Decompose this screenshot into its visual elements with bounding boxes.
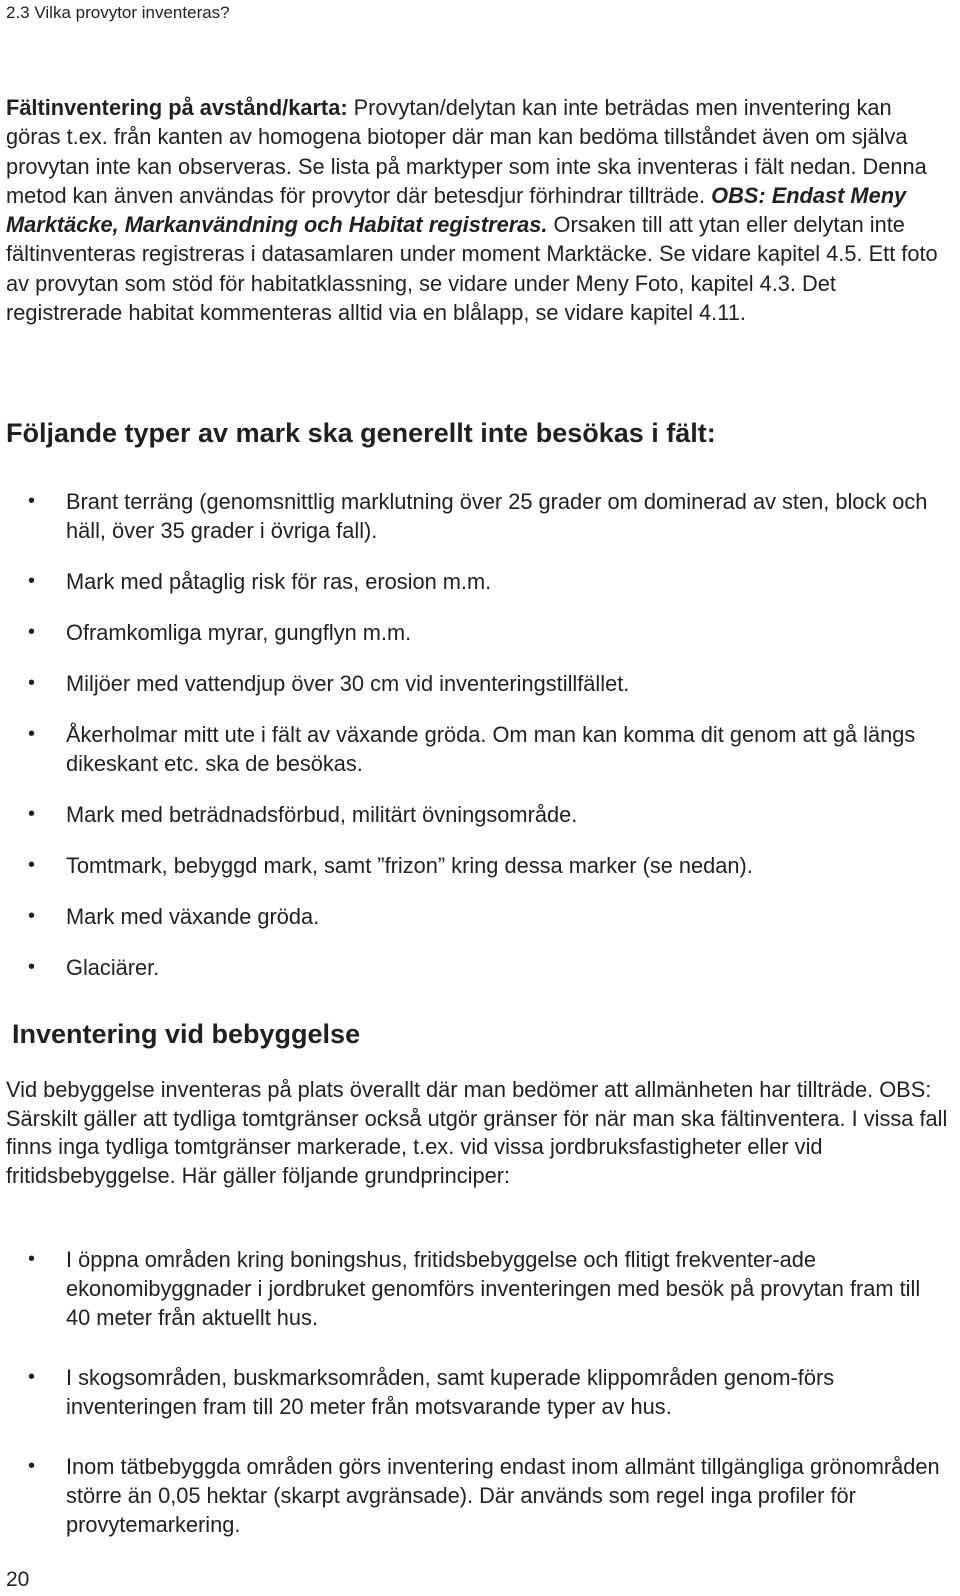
intro-obs-note: OBS: Endast Meny Marktäcke, Markanvändning och Habitat registreras. [6,182,907,238]
bullet-icon: • [28,570,36,592]
bullet-icon: • [28,956,36,978]
list-item-text: Tomtmark, bebyggd mark, samt ”frizon” kring dessa marker (se nedan). [66,853,753,878]
list-item [0,669,950,698]
bullet-icon: • [28,803,36,825]
list-item [0,487,950,545]
list-item-text: Mark med beträdnadsförbud, militärt övningsområde. [66,802,578,827]
list-item-text: Mark med påtaglig risk för ras, erosion m.m. [66,569,492,594]
intro-text-1: Provytan/delytan kan inte beträdas men inventering kan göras t.ex. från kanten av homogena biotoper där man kan bedöma tillståndet även om själva provytan inte kan observeras. Se lista på marktyper som inte ska inventeras i fält nedan. Denna metod kan änven användas för provytor där betesdjur förhindrar tillträde. [6,95,927,208]
bullet-icon: • [28,1366,36,1388]
buildings-paragraph: Vid bebyggelse inventeras på plats överallt där man bedömer att allmänheten har tillträde. OBS: Särskilt gäller att tydliga tomtgränser också utgör gränser för när man ska fältinventera. I vissa fall finns inga tydliga tomtgränser markerade, t.ex. vid vissa jordbruksfastigheter eller vid fritidsbebyggelse. Här gäller följande grundprinciper: [6,1077,948,1188]
list-item [0,1452,950,1539]
list-item-text: I öppna områden kring boningshus, fritidsbebyggelse och flitigt frekventer-ade ekonomibyggnader i jordbruket genomförs inventeringen med besök på provytan fram till 40 meter från aktuellt hus. [66,1247,921,1330]
bullet-icon: • [28,621,36,643]
list-item-text: I skogsområden, buskmarksområden, samt kuperade klippområden genom-förs inventeringen fram till 20 meter från motsvarande typer av hus. [66,1365,835,1419]
intro-lead: Fältinventering på avstånd/karta: [6,95,348,120]
list-item-text: Åkerholmar mitt ute i fält av växande gröda. Om man kan komma dit genom att gå längs dikeskant etc. ska de besökas. [66,722,916,776]
page-number: 20 [6,1568,30,1591]
list-item [0,851,950,880]
bullet-icon: • [28,905,36,927]
list-item [0,800,950,829]
list-item-text: Inom tätbebyggda områden görs inventering endast inom allmänt tillgängliga grönområden större än 0,05 hektar (skarpt avgränsade). Där används som regel inga profiler för provytemarkering. [66,1454,940,1537]
list-item-text: Oframkomliga myrar, gungflyn m.m. [66,620,412,645]
heading-not-visited: Följande typer av mark ska generellt inte besökas i fält: [6,418,716,448]
bullet-icon: • [28,1455,36,1477]
bullet-icon: • [28,672,36,694]
intro-text-2: Orsaken till att ytan eller delytan inte fältinventeras registreras i datasamlaren under moment Marktäcke. Se vidare kapitel 4.5. Ett foto av provytan som stöd för habitatklassning, se vidare under Meny Foto, kapitel 4.3. Det registrerade habitat kommenteras alltid via en blålapp, se vidare kapitel 4.11. [6,212,938,326]
list-item [0,1363,950,1421]
heading-buildings: Inventering vid bebyggelse [12,1019,361,1049]
list-item-text: Mark med växande gröda. [66,904,320,929]
list-item [0,567,950,596]
list-item-text: Miljöer med vattendjup över 30 cm vid inventeringstillfället. [66,671,630,696]
bullet-icon: • [28,854,36,876]
list-item [0,1245,950,1332]
list-item [0,902,950,931]
intro-paragraph [6,93,950,327]
section-header: 2.3 Vilka provytor inventeras? [6,3,230,22]
not-visited-list [0,487,950,1004]
list-item [0,953,950,982]
list-item [0,720,950,778]
bullet-icon: • [28,1248,36,1270]
buildings-principles-list [0,1245,950,1570]
list-item-text: Brant terräng (genomsnittlig marklutning över 25 grader om dominerad av sten, block och häll, över 35 grader i övriga fall). [66,489,928,543]
bullet-icon: • [28,723,36,745]
bullet-icon: • [28,490,36,512]
list-item-text: Glaciärer. [66,955,160,980]
list-item [0,618,950,647]
